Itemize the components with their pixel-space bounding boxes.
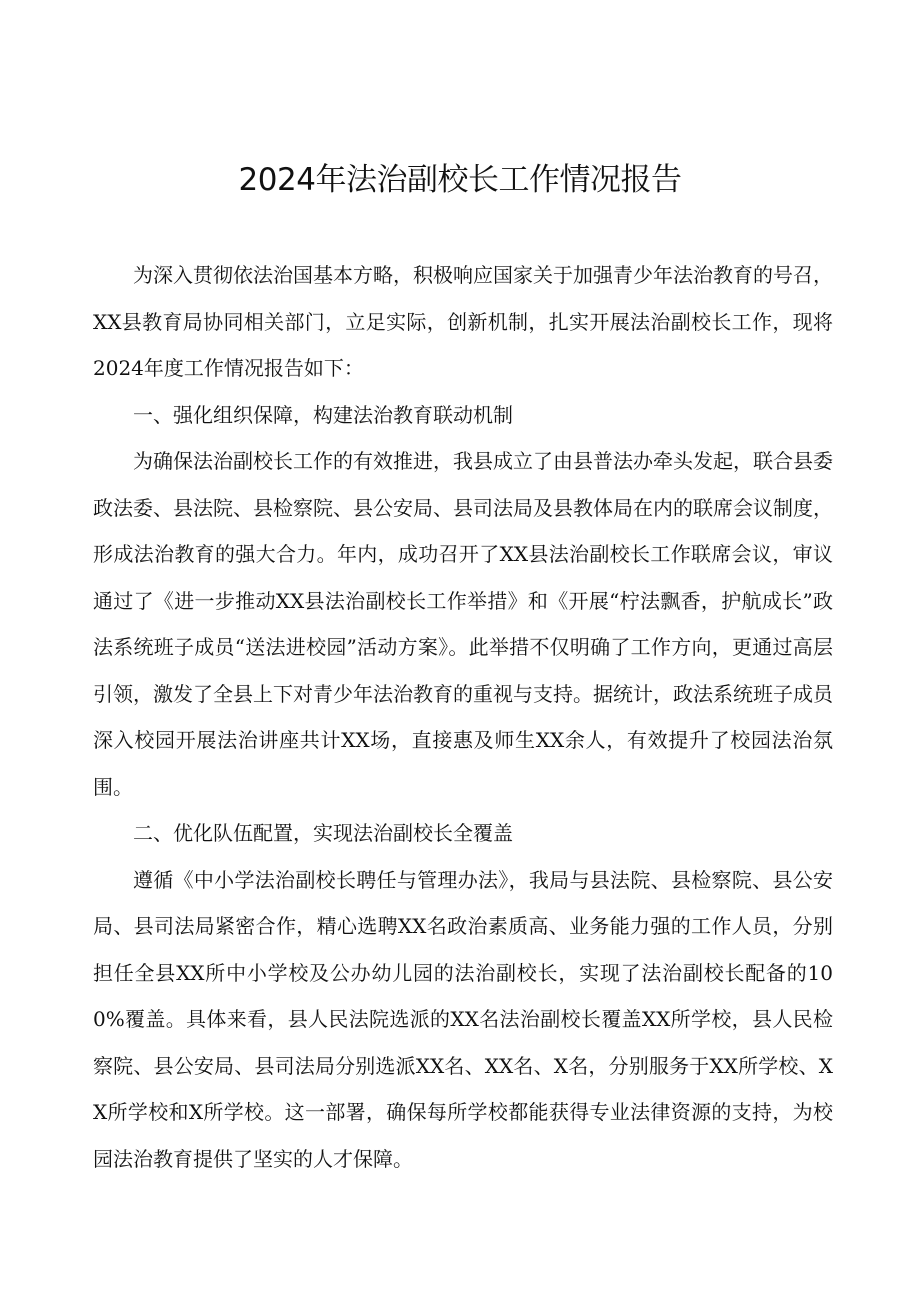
intro-paragraph: 为深入贯彻依法治国基本方略，积极响应国家关于加强青少年法治教育的号召，XX县教育局协同相关部门，立足实际，创新机制，扎实开展法治副校长工作，现将2024年度工作情况报告如下： [93,263,833,380]
section-2-paragraph: 遵循《中小学法治副校长聘任与管理办法》，我局与县法院、县检察院、县公安局、县司法局紧密合作，精心选聘XX名政治素质高、业务能力强的工作人员，分别担任全县XX所中小学校及公办幼儿园的法治副校长，实现了法治副校长配备的100%覆盖。具体来看，县人民法院选派的XX名法治副校长覆盖XX所学校，县人民检察院、县公安局、县司法局分别选派XX名、XX名、X名，分别服务于XX所学校、XX所学校和X所学校。这一部署，确保每所学校都能获得专业法律资源的支持，为校园法治教育提供了坚实的人才保障。 [93,867,833,1171]
section-2-heading: 二、优化队伍配置，实现法治副校长全覆盖 [133,821,513,845]
section-1-heading: 一、强化组织保障，构建法治教育联动机制 [133,402,513,427]
document-title: 2024年法治副校长工作情况报告 [238,162,682,198]
document-body [93,252,833,1182]
section-1-paragraph: 为确保法治副校长工作的有效推进，我县成立了由县普法办牵头发起，联合县委政法委、县法院、县检察院、县公安局、县司法局及县教体局在内的联席会议制度，形成法治教育的强大合力。年内，成功召开了XX县法治副校长工作联席会议，审议通过了《进一步推动XX县法治副校长工作举措》和《开展“柠法飘香，护航成长”政法系统班子成员“送法进校园”活动方案》。此举措不仅明确了工作方向，更通过高层引领，激发了全县上下对青少年法治教育的重视与支持。据统计，政法系统班子成员深入校园开展法治讲座共计XX场，直接惠及师生XX余人，有效提升了校园法治氛围。 [93,449,833,799]
